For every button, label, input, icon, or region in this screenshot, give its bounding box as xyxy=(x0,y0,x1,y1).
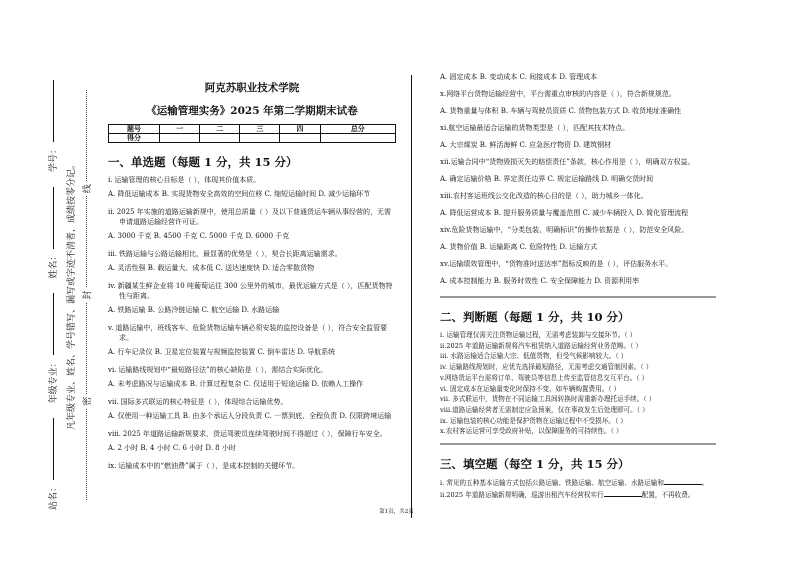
question: viii. 2025 年道路运输新规要求，货运驾驶员连续驾驶时间不得超过（ ），保障行车安全。 xyxy=(108,430,387,438)
tf-question: x.农村客运运营可享受政府补贴，以保障服务的可持续性。（ ） xyxy=(440,427,623,436)
question: vi. 运输路线规划中“最短路径法”的核心缺陷是（ ），需结合实际优化。 xyxy=(108,366,328,374)
question-options: A. 3000 千克 B. 4500 千克 C. 5000 千克 D. 6000 千克 xyxy=(108,232,290,240)
fill-question: i. 常见的五种基本运输方式包括公路运输、铁路运输、航空运输、水路运输和 。 xyxy=(440,479,709,488)
tf-question: iv. 运输路线规划时，应优先选择最短路径，无需考虑交通管制因素。（ ） xyxy=(440,363,653,372)
score-table xyxy=(108,124,396,143)
binding-notice: 凡年级专业、姓名、学号错写、漏写或字迹不清者，成绩按零分记。 xyxy=(67,160,77,431)
tf-question: viii.道路运输经营者无需制定应急预案，仅在事故发生后处理即可。（ ） xyxy=(440,405,649,414)
score-cell[interactable] xyxy=(160,134,200,143)
question: xiv.危险货物运输中，“分类包装、明确标识”的操作依据是（ ），防范安全风险。 xyxy=(440,226,689,234)
question: xv.运输绩效管理中，“货物准时送达率”指标反映的是（ ），评估服务水平。 xyxy=(440,260,673,268)
section-title-fill-blank: 三、填空题（每空 1 分，共 15 分） xyxy=(440,457,630,472)
exam-title: 《运输管理实务》2025 年第二学期期末试卷 xyxy=(146,105,358,117)
student-info-fields xyxy=(46,80,59,510)
question-options: A. 2 小时 B. 4 小时 C. 6 小时 D. 8 小时 xyxy=(108,444,236,452)
section-divider xyxy=(440,443,716,445)
score-cell[interactable] xyxy=(320,134,395,143)
question: vii. 国际多式联运的核心特征是（ ），体现综合运输优势。 xyxy=(108,398,288,406)
left-column xyxy=(108,78,396,475)
student-id-field[interactable]: 学号： xyxy=(46,80,59,172)
name-field[interactable]: 姓名： xyxy=(46,187,59,279)
question-options: A. 成本控制能力 B. 服务时效性 C. 安全保障能力 D. 资源利用率 xyxy=(440,277,640,285)
question-options: A. 仅使用一种运输工具 B. 由多个承运人分段负责 C. 一票到底、全程负责 D. 仅限跨境运输 xyxy=(108,412,392,420)
seal-line: 密 封 线 xyxy=(80,90,93,500)
section-title-true-false: 二、判断题（每题 1 分，共 10 分） xyxy=(440,310,630,324)
question-options: A. 未考虑路况与运输成本 B. 计算过程复杂 C. 仅适用于短途运输 D. 依赖人工操作 xyxy=(108,380,364,388)
question-options: A. 降低运输成本 B. 实现货物安全高效的空间位移 C. 缩短运输时间 D. 减少运输环节 xyxy=(108,190,371,198)
question: xi.航空运输最适合运输的货物类型是（ ），匹配其技术特点。 xyxy=(440,124,630,132)
score-table-score-row: 得分 xyxy=(109,134,396,143)
question-options: A. 固定成本 B. 变动成本 C. 间接成本 D. 管理成本 xyxy=(440,73,598,81)
answer-blank[interactable] xyxy=(664,477,702,485)
question-options: A. 确定运输价格 B. 界定责任边界 C. 规定运输路线 D. 明确交货时间 xyxy=(440,175,654,183)
tf-question: i. 运输管理仅需关注货物运输过程，无需考虑装卸与交接环节。（ ） xyxy=(440,331,637,339)
question: iv. 新疆某生鲜企业将 10 吨葡萄运往 300 公里外的城市，最优运输方式是（ ），匹配货物特性与距离。 xyxy=(108,282,393,300)
question: xiii.农村客运班线公交化改造的核心目的是（ ），助力城乡一体化。 xyxy=(440,192,648,200)
question-options: A. 大宗煤炭 B. 鲜活海鲜 C. 应急医疗物资 D. 建筑钢材 xyxy=(440,141,612,149)
question-options: A. 行车记录仪 B. 卫星定位装置与视频监控装置 C. 倒车雷达 D. 导航系统 xyxy=(108,348,336,356)
question: v. 道路运输中，班线客车、危险货物运输车辆必须安装的监控设备是（ ），符合安全监管要求。 xyxy=(108,324,388,342)
question: x.网络平台货物运输经营中，平台需重点审核的内容是（ ），符合新规规范。 xyxy=(440,90,676,98)
binding-strip xyxy=(40,80,100,510)
tf-question: vi. 固定成本在运输量变化时保持不变，如车辆购置费用。（ ） xyxy=(440,384,621,393)
school-name: 阿克苏职业技术学院 xyxy=(204,82,300,94)
question-options: A. 降低运营成本 B. 提升服务质量与覆盖范围 C. 减少车辆投入 D. 简化管理流程 xyxy=(440,209,689,217)
grade-major-field[interactable]: 年级专业： xyxy=(46,293,59,403)
fill-question: ii.2025 年道路运输新规明确，巡游出租汽车经营权实行 配置，不再收费。 xyxy=(440,491,695,500)
question-options: A. 灵活性强 B. 载运量大、成本低 C. 送达速度快 D. 适合零散货物 xyxy=(108,264,315,272)
score-cell[interactable] xyxy=(280,134,320,143)
question: ix. 运输成本中的“燃油费”属于（ ），是成本控制的关键环节。 xyxy=(108,462,300,470)
tf-question: v.网络货运平台需将订单、驾驶员等信息上传至监管信息交互平台。（ ） xyxy=(440,373,649,382)
score-cell[interactable] xyxy=(200,134,240,143)
score-table-header-row: 题号 一 二 三 四 总分 xyxy=(109,125,396,134)
right-column xyxy=(440,72,736,501)
question: i. 运输管理的核心目标是（ ），体现其价值本质。 xyxy=(108,176,261,184)
question-options: A. 铁路运输 B. 公路冷链运输 C. 航空运输 D. 水路运输 xyxy=(108,306,280,314)
question-options: A. 货物重量与体积 B. 车辆与驾驶员资质 C. 货物包装方式 D. 收货地址准确性 xyxy=(440,107,682,115)
section-divider xyxy=(440,296,716,298)
answer-blank[interactable] xyxy=(604,489,642,497)
question: xii.运输合同中“货物毁损灭失的赔偿责任”条款，核心作用是（ ），明确双方权益。 xyxy=(440,158,695,166)
column-divider xyxy=(411,75,412,518)
question-options: A. 货物价值 B. 运输距离 C. 危险特性 D. 运输方式 xyxy=(440,243,598,251)
question: iii. 铁路运输与公路运输相比，最显著的优势是（ ），契合长距离运输需求。 xyxy=(108,250,342,258)
tf-question: ix. 运输包装的核心功能是保护货物在运输过程中不受损坏。（ ） xyxy=(440,416,627,425)
question: ii. 2025 年实施的道路运输新规中，使用总质量（ ）及以下普通货运车辆从事经营的，无需申请道路运输经营许可证。 xyxy=(108,208,391,226)
page-footer: 第1页，共2页 xyxy=(379,509,414,515)
tf-question: iii. 水路运输适合运输大宗、低值货物，但受气候影响较大。（ ） xyxy=(440,352,628,361)
score-cell[interactable] xyxy=(240,134,280,143)
station-field[interactable]: 站名： xyxy=(46,418,59,510)
tf-question: ii.2025 年道路运输新规将汽车租赁纳入道路运输经营业务范畴。（ ） xyxy=(440,341,643,350)
section-title-single-choice: 一、单选题（每题 1 分，共 15 分） xyxy=(108,155,298,169)
tf-question: vii. 多式联运中，货物在不同运输工具间转换时需重新办理托运手续。（ ） xyxy=(440,395,656,404)
